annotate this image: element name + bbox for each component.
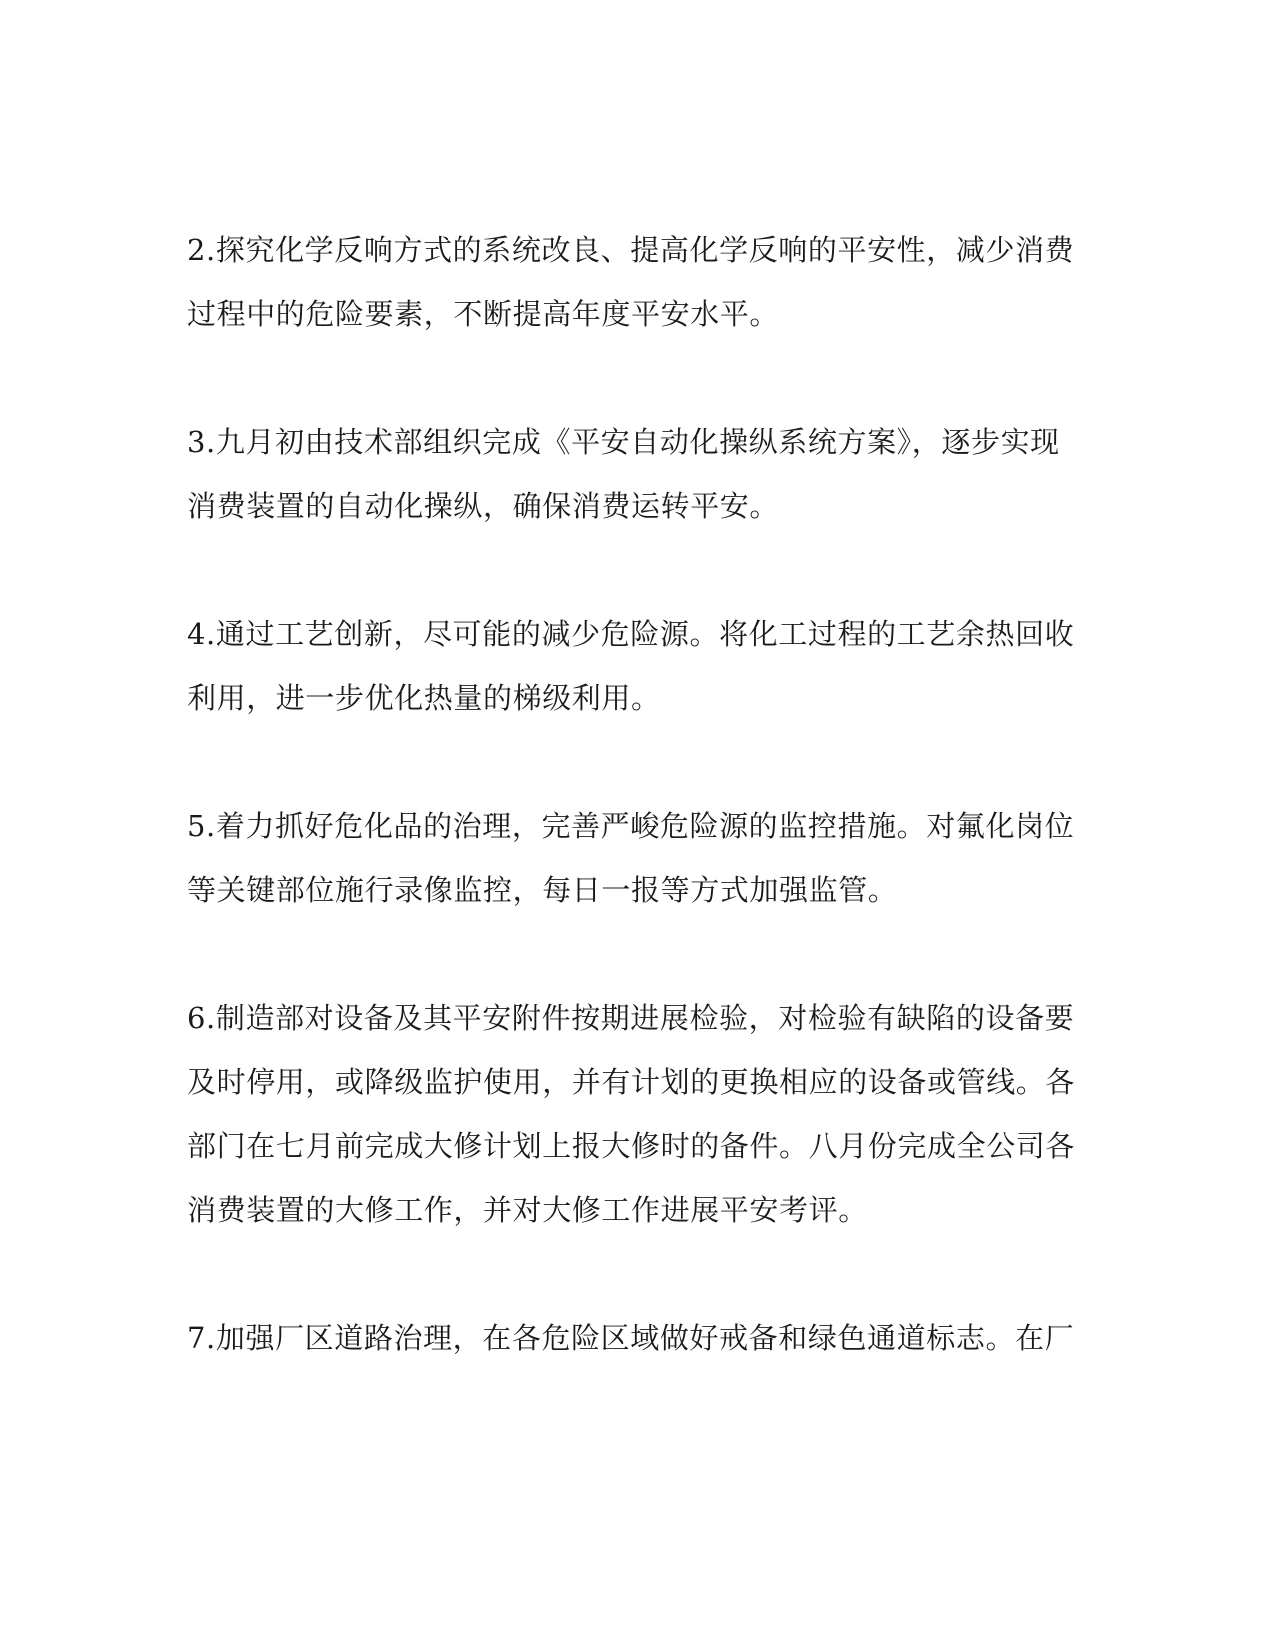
text-line: 消费装置的自动化操纵，确保消费运转平安。 xyxy=(187,489,780,523)
paragraph-item-4 xyxy=(187,602,1075,730)
text-line: 2.探究化学反响方式的系统改良、提高化学反响的平安性，减少消费 xyxy=(187,233,1075,267)
text-line: 3.九月初由技术部组织完成《平安自动化操纵系统方案》，逐步实现 xyxy=(187,425,1060,459)
text-line: 消费装置的大修工作，并对大修工作进展平安考评。 xyxy=(187,1193,868,1227)
document-body xyxy=(187,218,1076,1434)
text-line: 及时停用，或降级监护使用，并有计划的更换相应的设备或管线。各 xyxy=(187,1065,1076,1099)
text-line: 5.着力抓好危化品的治理，完善严峻危险源的监控措施。对氟化岗位 xyxy=(187,809,1075,843)
text-line: 利用，进一步优化热量的梯级利用。 xyxy=(187,681,661,715)
text-line: 过程中的危险要素，不断提高年度平安水平。 xyxy=(187,297,780,331)
paragraph-item-2 xyxy=(187,218,1075,346)
text-line: 4.通过工艺创新，尽可能的减少危险源。将化工过程的工艺余热回收 xyxy=(187,617,1075,651)
paragraph-item-3 xyxy=(187,410,1067,538)
paragraph-item-5 xyxy=(187,794,1075,922)
text-line: 6.制造部对设备及其平安附件按期进展检验，对检验有缺陷的设备要 xyxy=(187,1001,1075,1035)
text-line: 7.加强厂区道路治理，在各危险区域做好戒备和绿色通道标志。在厂 xyxy=(187,1321,1075,1355)
paragraph-item-7 xyxy=(187,1306,1075,1370)
paragraph-item-6 xyxy=(187,986,1076,1242)
text-line: 部门在七月前完成大修计划上报大修时的备件。八月份完成全公司各 xyxy=(187,1129,1076,1163)
text-line: 等关键部位施行录像监控，每日一报等方式加强监管。 xyxy=(187,873,898,907)
